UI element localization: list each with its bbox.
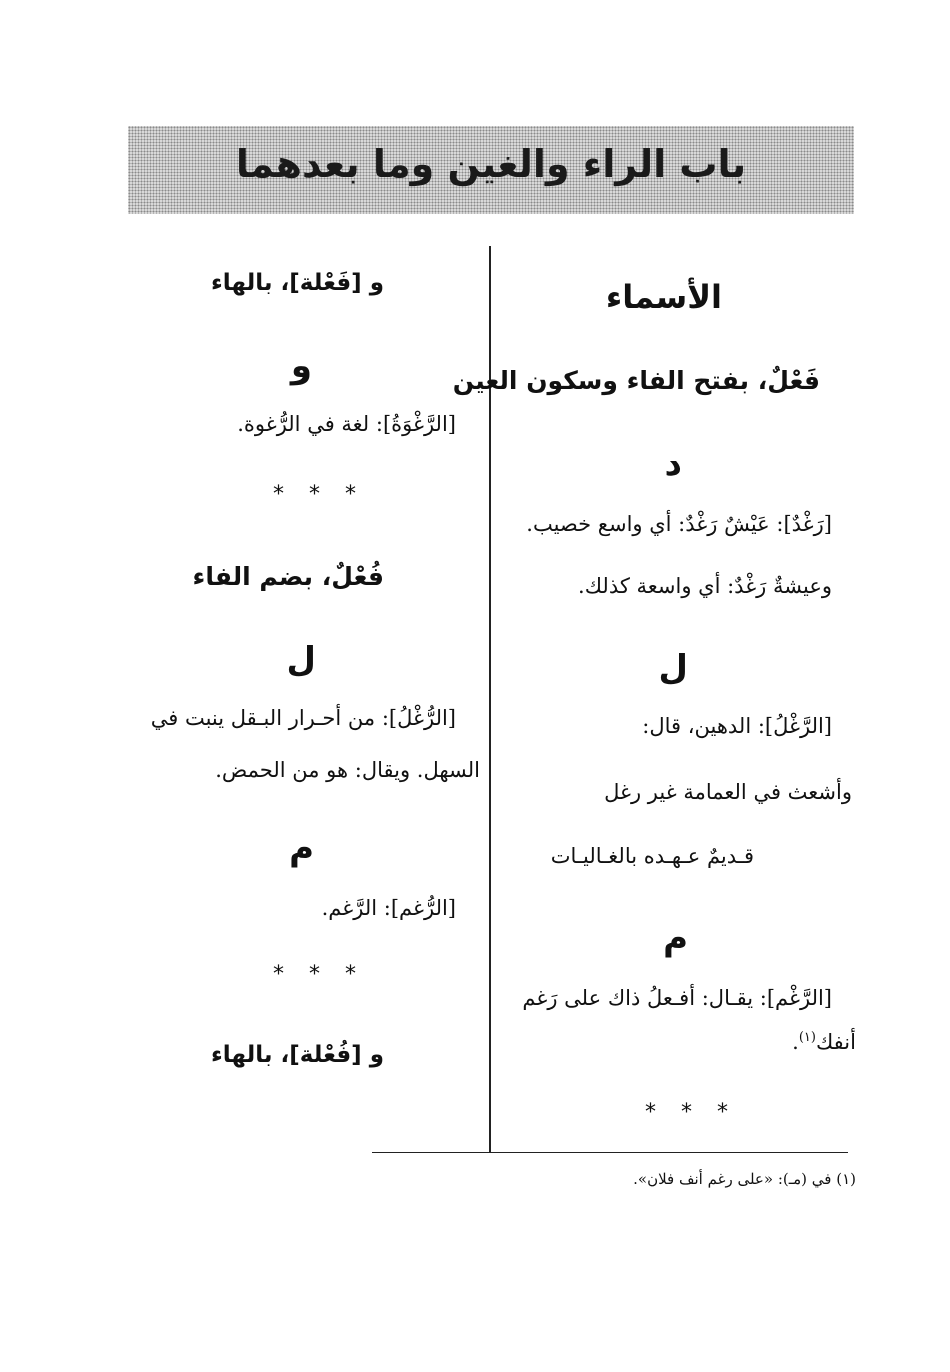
entry-raghm-end: .: [792, 1030, 799, 1054]
entry-raghm-line-1: [الرَّغْم]: يقـال: أفـعلُ ذاك على رَغم: [522, 986, 832, 1010]
letter-heading-mim: م: [663, 918, 688, 958]
footnote: (١) في (مـ): «على رغم أنف فلان».: [633, 1170, 856, 1188]
letter-heading-waw: و: [290, 346, 312, 386]
footnote-separator: [372, 1152, 848, 1153]
section-heading: الأسماء: [605, 278, 722, 316]
entry-rughl-line-2: السهل. ويقال: هو من الحمض.: [215, 758, 480, 782]
pattern-heading-damm: فُعْلٌ، بضم الفاء: [192, 562, 384, 591]
entry-raghm-line-2: [792, 1030, 856, 1054]
entry-raghl-line: [الرَّغْلُ]: الدهين، قال:: [642, 714, 832, 738]
letter-heading-mim-left: م: [289, 828, 314, 868]
pattern-heading-fula: و [فُعْلة]، بالهاء: [211, 1042, 384, 1068]
entry-rughm-line: [الرُّغم]: الرَّغم.: [321, 896, 456, 920]
letter-heading-dal: د: [664, 444, 682, 484]
page-title: باب الراء والغين وما بعدهما: [235, 142, 747, 186]
separator-stars-2: * * *: [273, 962, 356, 987]
entry-ragd-line-1: [رَغْدٌ]: عَيْشٌ رَغْدٌ: أي واسع خصيب.: [526, 512, 832, 536]
letter-heading-lam-left: ل: [286, 640, 316, 680]
pattern-heading-fath: فَعْلٌ، بفتح الفاء وسكون العين: [452, 366, 820, 395]
verse-line-1: وأشعث في العمامة غير رغل: [604, 780, 852, 804]
footnote-marker: (١): [798, 1030, 816, 1045]
separator-stars-1: * * *: [273, 482, 356, 507]
entry-ragd-line-2: وعيشةٌ رَغْدٌ: أي واسعة كذلك.: [578, 574, 832, 598]
pattern-heading-ha: و [فَعْلة]، بالهاء: [211, 270, 384, 296]
entry-rughl-line-1: [الرُّغْلُ]: من أحـرار البـقل ينبت في: [150, 706, 456, 730]
entry-raghwa-line: [الرَّغْوَةُ]: لغة في الرُّغوة.: [237, 412, 456, 436]
section-separator-stars: * * *: [645, 1100, 728, 1125]
entry-raghm-word: أنفك: [815, 1030, 856, 1054]
letter-heading-lam: ل: [658, 648, 688, 688]
verse-line-2: قـديمٌ عـهـده بالغـاليـات: [550, 844, 754, 868]
